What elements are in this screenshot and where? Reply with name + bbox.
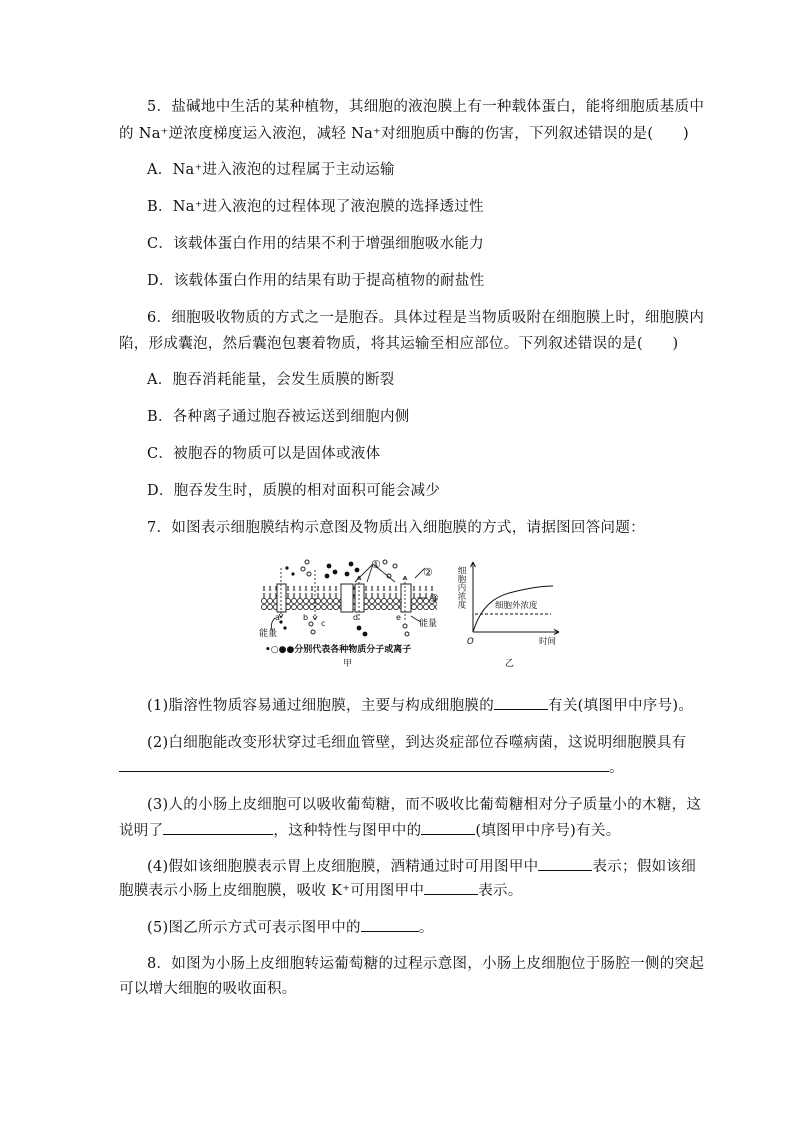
- q7-sub3-line1: (3)人的小肠上皮细胞可以吸收葡萄糖，而不吸收比葡萄糖相对分子质量小的木糖，这: [147, 797, 702, 813]
- q7-sub4-line2: [119, 880, 523, 901]
- graph-dashed-label: 细胞外浓度: [495, 601, 538, 611]
- q6-option-a: A．胞吞消耗能量，会发生质膜的断裂: [147, 372, 395, 388]
- q7-stem: 7．如图表示细胞膜结构示意图及物质出入细胞膜的方式，请据图回答问题：: [147, 520, 645, 536]
- q7-sub3-line2: [119, 820, 621, 841]
- q7-sub4-line1: [147, 856, 696, 877]
- q7-sub2-line2: [119, 757, 624, 778]
- q5-option-c: C．该载体蛋白作用的结果不利于增强细胞吸水能力: [147, 236, 484, 252]
- energy-label-left: 能量: [259, 629, 278, 639]
- q7-sub4-blank2[interactable]: [424, 880, 478, 895]
- q7-sub3-blank1[interactable]: [163, 820, 273, 835]
- graph-xlabel: 时间: [539, 637, 557, 647]
- q7-sub5-text-a: (5)图乙所示方式可表示图甲中的: [147, 920, 361, 936]
- caption-jia: 甲: [343, 659, 353, 668]
- q6-option-b: B．各种离子通过胞吞被运送到细胞内侧: [147, 409, 410, 425]
- q5-stem-line1: 5．盐碱地中生活的某种植物，其细胞的液泡膜上有一种载体蛋白，能将细胞质基质中: [147, 99, 705, 115]
- molecules-inside: [279, 620, 409, 636]
- protein-a: [277, 584, 286, 612]
- q7-sub4-text-d: 表示。: [478, 883, 523, 899]
- q7-sub4-text-c: 胞膜表示小肠上皮细胞膜，吸收 K⁺可用图甲中: [119, 883, 425, 899]
- q7-sub3-text-c: ，这种特性与图甲中的: [273, 823, 422, 839]
- q7-sub5: [147, 917, 434, 938]
- protein-e: [401, 584, 411, 612]
- q7-sub3-text-b: 说明了: [119, 823, 164, 839]
- q6-stem-line2: 陷，形成囊泡，然后囊泡包裹着物质，将其运输至相应部位。下列叙述错误的是( ): [119, 336, 679, 352]
- q7-sub3-text-d: (填图甲中序号)有关。: [475, 823, 621, 839]
- q7-sub4-blank1[interactable]: [538, 856, 592, 871]
- label-d: d: [353, 613, 359, 622]
- label-e: e: [396, 613, 401, 622]
- q7-sub4-text-b: 表示；假如该细: [592, 859, 697, 875]
- q8-stem-line2: 可以增大细胞的吸收面积。: [119, 981, 297, 997]
- protein-b: [341, 584, 353, 612]
- q7-sub1: [147, 695, 693, 716]
- q5-option-d: D．该载体蛋白作用的结果有助于提高植物的耐盐性: [147, 273, 485, 289]
- q7-sub2-blank[interactable]: [119, 757, 609, 772]
- label-circle-1: ①: [371, 558, 381, 571]
- q7-sub4-text-a: (4)假如该细胞膜表示胃上皮细胞膜，酒精通过时可用图甲中: [147, 859, 539, 875]
- label-c: c: [321, 619, 326, 628]
- q6-stem-line1: 6．细胞吸收物质的方式之一是胞吞。具体过程是当物质吸附在细胞膜上时，细胞膜内: [147, 310, 705, 326]
- q7-sub2-line1: (2)白细胞能改变形状穿过毛细血管壁，到达炎症部位吞噬病菌，这说明细胞膜具有: [147, 735, 687, 751]
- legend-text: •○●●分别代表各种物质分子或离子: [265, 645, 412, 655]
- label-a: a: [275, 613, 280, 622]
- q7-sub1-text-a: (1)脂溶性物质容易通过细胞膜，主要与构成细胞膜的: [147, 698, 495, 714]
- protein-d: [355, 584, 364, 612]
- q7-sub1-blank[interactable]: [494, 695, 548, 710]
- q7-sub3-blank2[interactable]: [421, 820, 475, 835]
- membrane-diagram: [255, 556, 455, 668]
- q7-sub1-text-b: 有关(填图甲中序号)。: [548, 698, 694, 714]
- q5-option-a: A．Na⁺进入液泡的过程属于主动运输: [147, 162, 395, 178]
- concentration-graph: [455, 560, 565, 670]
- q6-option-d: D．胞吞发生时，质膜的相对面积可能会减少: [147, 483, 441, 499]
- q6-option-c: C．被胞吞的物质可以是固体或液体: [147, 446, 381, 462]
- graph-ylabel: 细胞内浓度: [456, 566, 466, 609]
- label-circle-3: ③: [429, 592, 439, 605]
- label-circle-2: ②: [423, 566, 433, 579]
- label-b: b: [303, 613, 309, 622]
- q7-sub2-end: 。: [609, 760, 624, 776]
- q8-stem-line1: 8．如图为小肠上皮细胞转运葡萄糖的过程示意图，小肠上皮细胞位于肠腔一侧的突起: [147, 956, 705, 972]
- q5-option-b: B．Na⁺进入液泡的过程体现了液泡膜的选择透过性: [147, 199, 484, 215]
- q5-stem-line2: 的 Na⁺逆浓度梯度运入液泡，减轻 Na⁺对细胞质中酶的伤害，下列叙述错误的是( ): [119, 126, 689, 142]
- energy-label-right: 能量: [419, 619, 438, 629]
- q7-sub5-text-b: 。: [418, 920, 434, 936]
- caption-yi: 乙: [505, 659, 515, 669]
- graph-origin: O: [467, 637, 474, 647]
- q7-sub5-blank[interactable]: [361, 917, 419, 932]
